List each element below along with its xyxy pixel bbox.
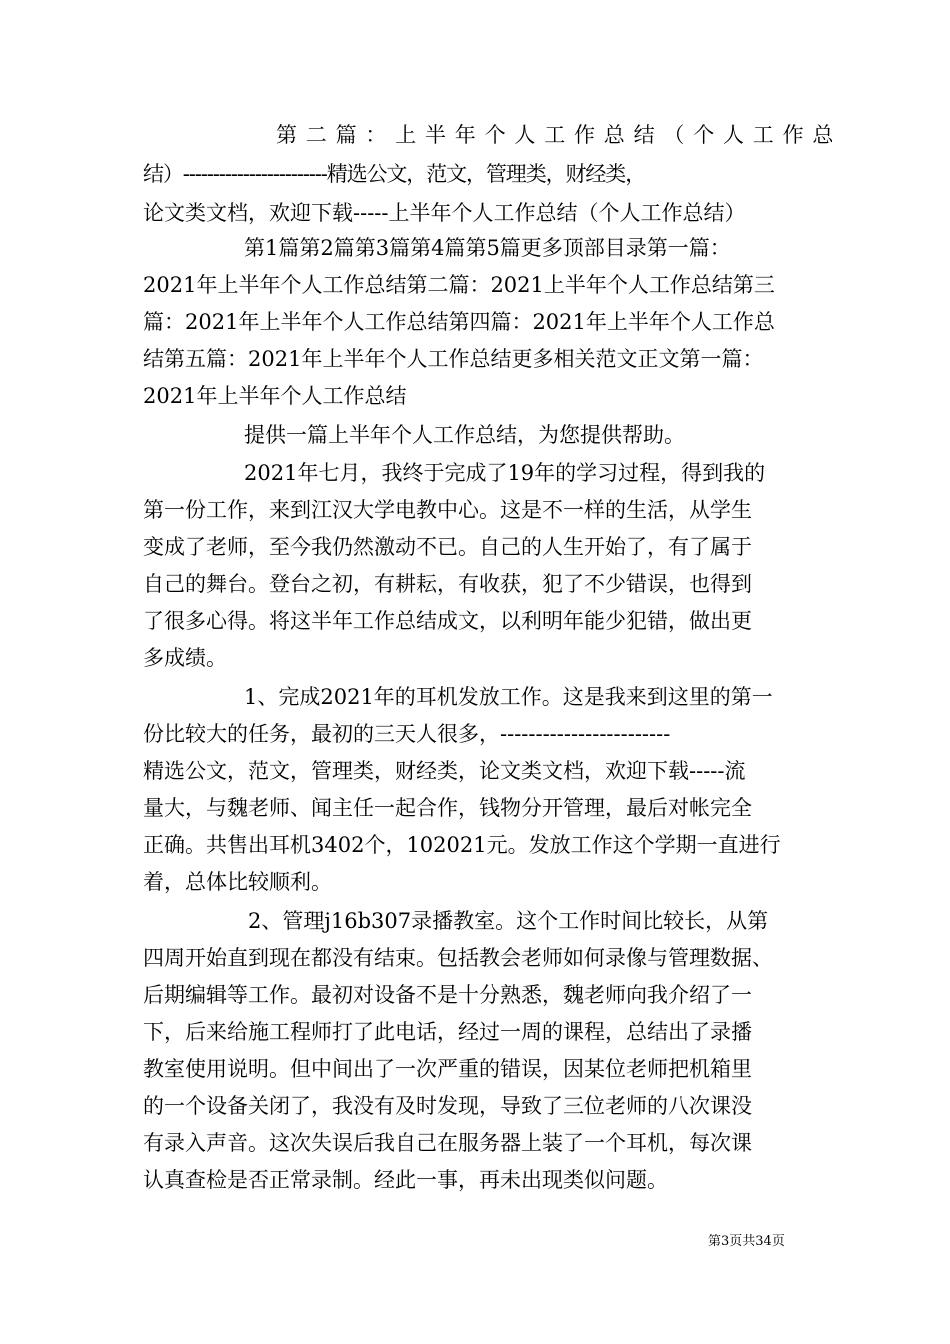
text-line: 着，总体比较顺利。 xyxy=(143,870,332,894)
text-line: 论文类文档，欢迎下载-----上半年个人工作总结（个人工作总结） xyxy=(143,201,746,225)
text-line: 第1篇第2篇第3篇第4篇第5篇更多顶部目录第一篇： xyxy=(244,236,731,260)
text-line: 第一份工作，来到江汉大学电教中心。这是不一样的生活，从学生 xyxy=(143,498,752,522)
text-line: 下，后来给施工程师打了此电话，经过一周的课程，总结出了录播 xyxy=(143,1020,752,1044)
text-line: 的一个设备关闭了，我没有及时发现，导致了三位老师的八次课没 xyxy=(143,1094,752,1118)
text-line: 1、完成2021年的耳机发放工作。这是我来到这里的第一 xyxy=(244,685,773,709)
text-line: 份比较大的任务，最初的三天人很多，------------------------ xyxy=(143,722,671,746)
text-line: 四周开始直到现在都没有结束。包括教会老师如何录像与管理数据、 xyxy=(143,946,773,970)
text-line: 结第五篇：2021年上半年个人工作总结更多相关范文正文第一篇： xyxy=(143,347,764,371)
text-line: 2、管理j16b307录播教室。这个工作时间比较长，从第 xyxy=(248,909,769,933)
text-line: 2021年上半年个人工作总结第二篇：2021上半年个人工作总结第三 xyxy=(143,273,775,297)
text-line: 篇：2021年上半年个人工作总结第四篇：2021年上半年个人工作总 xyxy=(143,310,775,334)
text-line: 结）------------------------精选公文，范文，管理类，财经类， xyxy=(143,162,646,186)
page-number-footer: 第3页共34页 xyxy=(708,1234,785,1249)
text-line: 变成了老师，至今我仍然激动不已。自己的人生开始了，有了属于 xyxy=(143,535,752,559)
text-line: 了很多心得。将这半年工作总结成文，以利明年能少犯错，做出更 xyxy=(143,609,752,633)
text-line: 第二篇：上半年个人工作总结（个人工作总 xyxy=(276,123,843,147)
text-line: 多成绩。 xyxy=(143,646,227,670)
text-line: 有录入声音。这次失误后我自己在服务器上装了一个耳机，每次课 xyxy=(143,1131,752,1155)
text-line: 教室使用说明。但中间出了一次严重的错误，因某位老师把机箱里 xyxy=(143,1057,752,1081)
text-line: 自己的舞台。登台之初，有耕耘，有收获，犯了不少错误，也得到 xyxy=(143,572,752,596)
text-line: 量大，与魏老师、闻主任一起合作，钱物分开管理，最后对帐完全 xyxy=(143,796,752,820)
text-line: 精选公文，范文，管理类，财经类，论文类文档，欢迎下载-----流 xyxy=(143,759,746,783)
text-line: 后期编辑等工作。最初对设备不是十分熟悉，魏老师向我介绍了一 xyxy=(143,983,752,1007)
text-line: 提供一篇上半年个人工作总结，为您提供帮助。 xyxy=(244,423,685,447)
text-line: 认真查检是否正常录制。经此一事，再未出现类似问题。 xyxy=(143,1168,668,1192)
text-line: 2021年七月，我终于完成了19年的学习过程，得到我的 xyxy=(244,461,766,485)
text-line: 正确。共售出耳机3402个，102021元。发放工作这个学期一直进行 xyxy=(143,833,781,857)
text-line: 2021年上半年个人工作总结 xyxy=(143,384,407,408)
